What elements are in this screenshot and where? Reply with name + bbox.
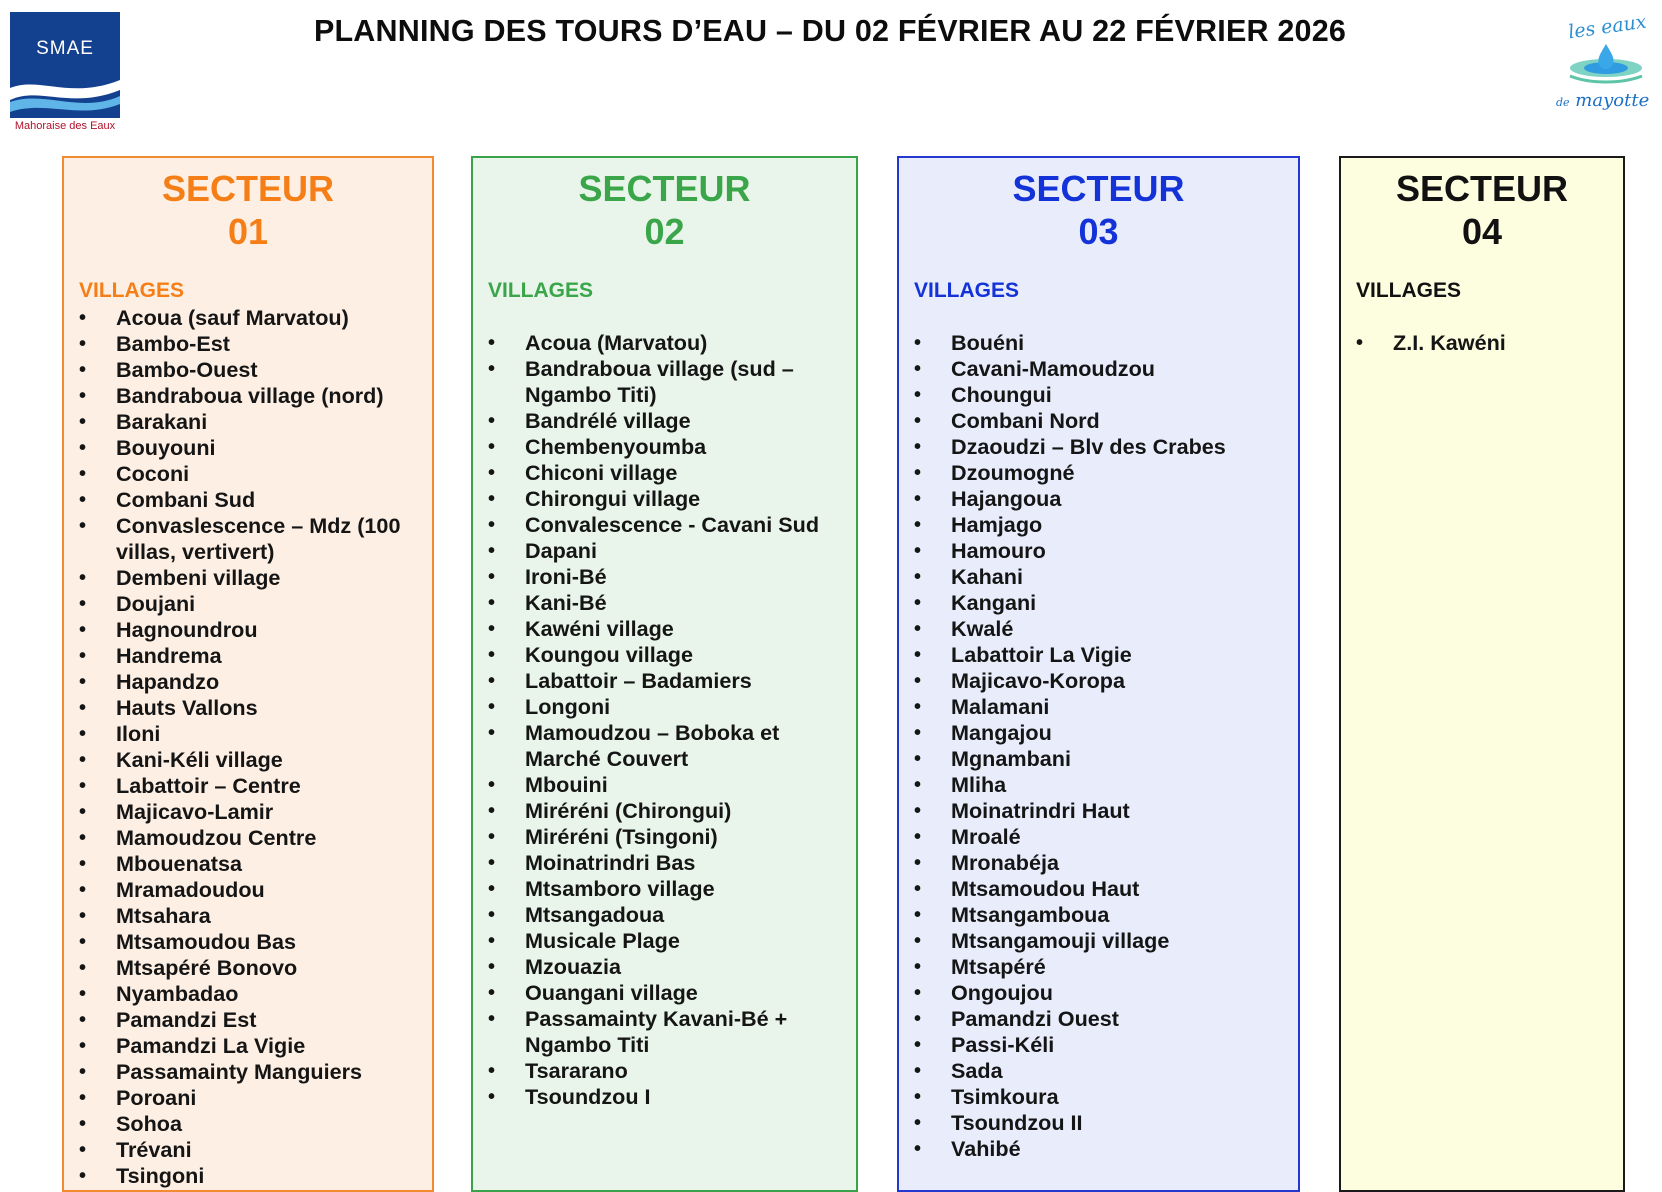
village-item: • Combani Nord	[914, 408, 1298, 434]
page-title: PLANNING DES TOURS D’EAU – DU 02 FÉVRIER AU 22 FÉVRIER 2026	[313, 14, 1347, 48]
village-item: • Coconi	[79, 461, 432, 487]
village-item: • Handrema	[79, 643, 432, 669]
village-item: • Mangajou	[914, 720, 1298, 746]
village-item: • Longoni	[488, 694, 856, 720]
sector-04-heading	[1341, 167, 1623, 253]
village-item: • Dzaoudzi – Blv des Crabes	[914, 434, 1298, 460]
village-item: • Dzoumogné	[914, 460, 1298, 486]
village-item: • Bandraboua village (sud – Ngambo Titi)	[488, 356, 856, 408]
villages-label: VILLAGES	[79, 279, 185, 302]
village-item: • Sohoa	[79, 1111, 432, 1137]
village-item: • Combani Sud	[79, 487, 432, 513]
village-item: • Mramadoudou	[79, 877, 432, 903]
sector-heading-word: SECTEUR	[578, 168, 751, 209]
village-item: • Choungui	[914, 382, 1298, 408]
sector-01-heading	[64, 167, 432, 253]
village-item: • Miréréni (Tsingoni)	[488, 824, 856, 850]
village-item: • Mronabéja	[914, 850, 1298, 876]
village-item: • Chiconi village	[488, 460, 856, 486]
village-item: • Mbouenatsa	[79, 851, 432, 877]
village-item: • Pamandzi Ouest	[914, 1006, 1298, 1032]
village-item: • Mamoudzou Centre	[79, 825, 432, 851]
village-item: • Kani-Bé	[488, 590, 856, 616]
village-item: • Mtsangamboua	[914, 902, 1298, 928]
village-item: • Bouyouni	[79, 435, 432, 461]
village-item: • Bandrélé village	[488, 408, 856, 434]
village-item: • Mliha	[914, 772, 1298, 798]
village-item: • Moinatrindri Haut	[914, 798, 1298, 824]
village-item: • Barakani	[79, 409, 432, 435]
sector-03-heading	[899, 167, 1298, 253]
sector-heading-word: SECTEUR	[1395, 168, 1569, 209]
sector-02-panel	[471, 156, 858, 1192]
village-item: • Mtsahara	[79, 903, 432, 929]
village-list	[488, 330, 856, 1110]
village-list	[1356, 330, 1623, 356]
village-item: • Mtsamoudou Bas	[79, 929, 432, 955]
eaux-logo-mayotte: mayotte	[1575, 90, 1650, 111]
sector-heading-word: SECTEUR	[1012, 168, 1185, 209]
village-item: • Chembenyoumba	[488, 434, 856, 460]
village-item: • Mbouini	[488, 772, 856, 798]
village-item: • Dapani	[488, 538, 856, 564]
village-item: • Mtsangamouji village	[914, 928, 1298, 954]
village-item: • Malamani	[914, 694, 1298, 720]
village-item: • Acoua (sauf Marvatou)	[79, 305, 432, 331]
village-item: • Passamainty Kavani-Bé + Ngambo Titi	[488, 1006, 856, 1058]
village-item: • Vahibé	[914, 1136, 1298, 1162]
village-item: • Mzouazia	[488, 954, 856, 980]
villages-label: VILLAGES	[488, 279, 594, 302]
sector-number: 04	[1461, 211, 1503, 252]
village-item: • Tsimkoura	[914, 1084, 1298, 1110]
village-item: • Mroalé	[914, 824, 1298, 850]
village-item: • Koungou village	[488, 642, 856, 668]
village-item: • Sada	[914, 1058, 1298, 1084]
village-item: • Z.I. Kawéni	[1356, 330, 1623, 356]
village-item: • Mtsapéré Bonovo	[79, 955, 432, 981]
sector-number: 01	[227, 211, 269, 252]
villages-label: VILLAGES	[1356, 279, 1462, 302]
village-item: • Moinatrindri Bas	[488, 850, 856, 876]
village-item: • Ouangani village	[488, 980, 856, 1006]
village-item: • Kangani	[914, 590, 1298, 616]
village-item: • Poroani	[79, 1085, 432, 1111]
village-item: • Tsoundzou I	[488, 1084, 856, 1110]
village-item: • Labattoir La Vigie	[914, 642, 1298, 668]
village-item: • Convaslescence – Mdz (100 villas, vertivert)	[79, 513, 432, 565]
village-item: • Convalescence - Cavani Sud	[488, 512, 856, 538]
village-item: • Miréréni (Chirongui)	[488, 798, 856, 824]
village-list	[79, 305, 432, 1189]
village-item: • Passamainty Manguiers	[79, 1059, 432, 1085]
village-item: • Tsingoni	[79, 1163, 432, 1189]
sector-02-heading	[473, 167, 856, 253]
village-item: • Dembeni village	[79, 565, 432, 591]
village-item: • Mtsamoudou Haut	[914, 876, 1298, 902]
village-item: • Iloni	[79, 721, 432, 747]
smae-logo-text: SMAE	[36, 38, 94, 59]
village-item: • Passi-Kéli	[914, 1032, 1298, 1058]
smae-logo-box	[10, 12, 120, 118]
village-item: • Kwalé	[914, 616, 1298, 642]
village-item: • Doujani	[79, 591, 432, 617]
village-item: • Hamjago	[914, 512, 1298, 538]
village-item: • Bandraboua village (nord)	[79, 383, 432, 409]
village-list	[914, 330, 1298, 1162]
village-item: • Tsararano	[488, 1058, 856, 1084]
sector-number: 02	[644, 211, 685, 252]
village-item: • Ironi-Bé	[488, 564, 856, 590]
village-item: • Mtsapéré	[914, 954, 1298, 980]
village-item: • Labattoir – Centre	[79, 773, 432, 799]
village-item: • Hagnoundrou	[79, 617, 432, 643]
eaux-logo-top-text: les eaux	[1566, 10, 1648, 44]
village-item: • Chirongui village	[488, 486, 856, 512]
village-item: • Ongoujou	[914, 980, 1298, 1006]
eaux-logo-bottom-text	[1556, 90, 1649, 111]
smae-logo-subtitle: Mahoraise des Eaux	[14, 120, 116, 132]
village-item: • Bouéni	[914, 330, 1298, 356]
sector-heading-word: SECTEUR	[161, 168, 335, 209]
village-item: • Trévani	[79, 1137, 432, 1163]
village-item: • Acoua (Marvatou)	[488, 330, 856, 356]
village-item: • Labattoir – Badamiers	[488, 668, 856, 694]
village-item: • Hamouro	[914, 538, 1298, 564]
village-item: • Cavani-Mamoudzou	[914, 356, 1298, 382]
village-item: • Mamoudzou – Boboka et Marché Couvert	[488, 720, 856, 772]
village-item: • Tsoundzou II	[914, 1110, 1298, 1136]
eaux-logo-de: de	[1556, 96, 1570, 109]
village-item: • Majicavo-Koropa	[914, 668, 1298, 694]
sector-01-panel	[62, 156, 434, 1192]
village-item: • Majicavo-Lamir	[79, 799, 432, 825]
village-item: • Hauts Vallons	[79, 695, 432, 721]
village-item: • Kani-Kéli village	[79, 747, 432, 773]
village-item: • Musicale Plage	[488, 928, 856, 954]
village-item: • Mtsangadoua	[488, 902, 856, 928]
wave-icon	[10, 74, 120, 118]
village-item: • Nyambadao	[79, 981, 432, 1007]
village-item: • Pamandzi La Vigie	[79, 1033, 432, 1059]
eaux-de-mayotte-logo	[1550, 10, 1658, 124]
village-item: • Hajangoua	[914, 486, 1298, 512]
village-item: • Mtsamboro village	[488, 876, 856, 902]
water-drop-icon	[1566, 42, 1646, 90]
village-item: • Kawéni village	[488, 616, 856, 642]
village-item: • Mgnambani	[914, 746, 1298, 772]
village-item: • Bambo-Est	[79, 331, 432, 357]
village-item: • Bambo-Ouest	[79, 357, 432, 383]
smae-logo	[6, 10, 124, 134]
village-item: • Kahani	[914, 564, 1298, 590]
village-item: • Pamandzi Est	[79, 1007, 432, 1033]
villages-label: VILLAGES	[914, 279, 1020, 302]
sector-03-panel	[897, 156, 1300, 1192]
sector-04-panel	[1339, 156, 1625, 1192]
village-item: • Hapandzo	[79, 669, 432, 695]
sector-number: 03	[1078, 211, 1119, 252]
